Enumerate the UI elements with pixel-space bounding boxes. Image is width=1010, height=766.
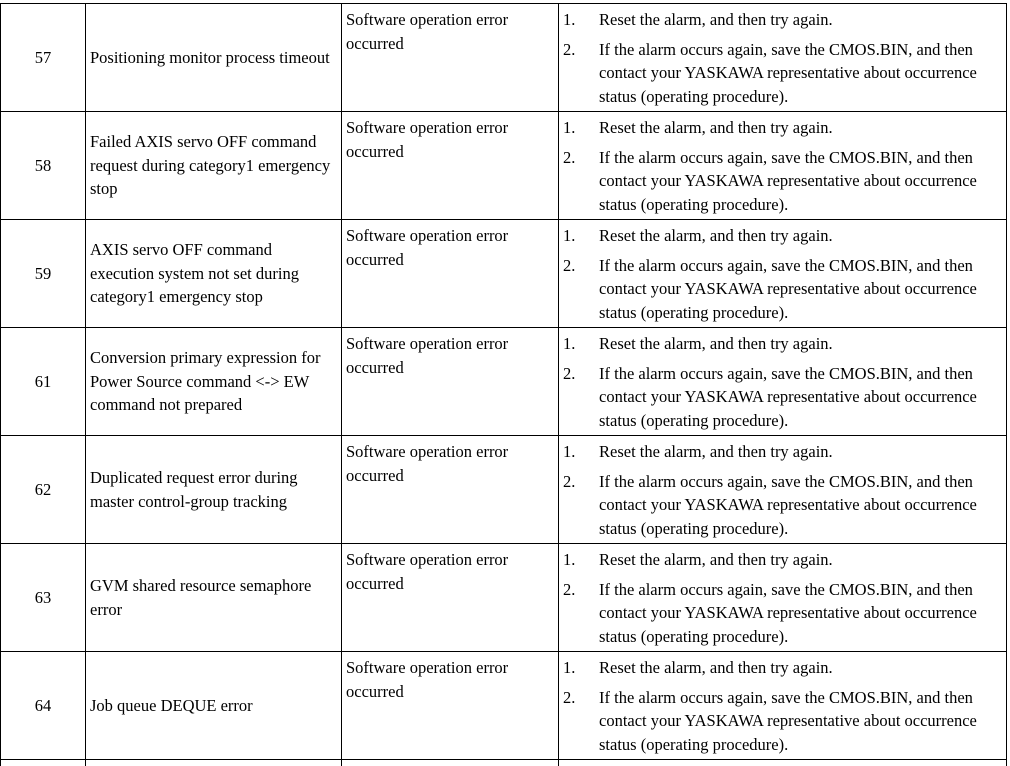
step-text: Reset the alarm, and then try again. bbox=[599, 442, 833, 461]
step-number: 1. bbox=[563, 10, 576, 29]
cause-text: Software operation error occurred bbox=[346, 226, 509, 269]
cause-text: Software operation error occurred bbox=[346, 442, 509, 485]
step-number: 1. bbox=[563, 550, 576, 569]
alarm-description-cell: Job queue DEQUE error bbox=[86, 652, 342, 760]
alarm-description-cell: Conversion primary expression for Power Source command <-> EW command not prepared bbox=[86, 328, 342, 436]
alarm-code-cell: 57 bbox=[1, 4, 86, 112]
table-cell bbox=[1, 760, 86, 766]
step-number: 1. bbox=[563, 442, 576, 461]
alarm-remedy-cell bbox=[559, 544, 1007, 652]
step-text: Reset the alarm, and then try again. bbox=[599, 334, 833, 353]
step-number: 1. bbox=[563, 226, 576, 245]
table-row bbox=[1, 328, 1007, 436]
alarm-remedy-cell bbox=[559, 652, 1007, 760]
alarm-code-cell: 62 bbox=[1, 436, 86, 544]
remedy-step bbox=[563, 440, 998, 464]
alarm-description-cell: AXIS servo OFF command execution system not set during category1 emergency stop bbox=[86, 220, 342, 328]
remedy-step bbox=[563, 38, 998, 109]
remedy-step bbox=[563, 224, 998, 248]
step-text: If the alarm occurs again, save the CMOS.BIN, and then contact your YASKAWA representative about occurrence status (operating procedure). bbox=[599, 147, 977, 214]
alarm-code-cell: 61 bbox=[1, 328, 86, 436]
table-row bbox=[1, 652, 1007, 760]
step-text: Reset the alarm, and then try again. bbox=[599, 550, 833, 569]
cause-text: Software operation error occurred bbox=[346, 118, 509, 161]
cause-text: Software operation error occurred bbox=[346, 334, 509, 377]
table-row-continuation bbox=[1, 760, 1007, 766]
alarm-code-cell: 63 bbox=[1, 544, 86, 652]
cause-text: Software operation error occurred bbox=[346, 550, 509, 593]
remedy-step bbox=[563, 686, 998, 757]
cause-text: Software operation error occurred bbox=[346, 658, 509, 701]
alarm-remedy-cell bbox=[559, 436, 1007, 544]
alarm-description-cell: GVM shared resource semaphore error bbox=[86, 544, 342, 652]
remedy-step bbox=[563, 254, 998, 325]
alarm-table-body bbox=[1, 4, 1007, 766]
alarm-code-cell: 64 bbox=[1, 652, 86, 760]
step-number: 2. bbox=[563, 147, 576, 167]
table-cell bbox=[342, 760, 559, 766]
alarm-code-cell: 58 bbox=[1, 112, 86, 220]
alarm-cause-cell bbox=[342, 112, 559, 220]
step-number: 2. bbox=[563, 255, 576, 275]
step-text: Reset the alarm, and then try again. bbox=[599, 118, 833, 137]
alarm-remedy-cell bbox=[559, 328, 1007, 436]
alarm-cause-cell bbox=[342, 652, 559, 760]
remedy-step bbox=[563, 116, 998, 140]
step-text: Reset the alarm, and then try again. bbox=[599, 658, 833, 677]
remedy-step bbox=[563, 332, 998, 356]
step-number: 2. bbox=[563, 39, 576, 59]
step-number: 2. bbox=[563, 471, 576, 491]
remedy-step bbox=[563, 578, 998, 649]
step-text: Reset the alarm, and then try again. bbox=[599, 226, 833, 245]
remedy-step bbox=[563, 656, 998, 680]
step-number: 1. bbox=[563, 334, 576, 353]
alarm-cause-cell bbox=[342, 544, 559, 652]
step-text: Reset the alarm, and then try again. bbox=[599, 10, 833, 29]
table-row bbox=[1, 544, 1007, 652]
step-text: If the alarm occurs again, save the CMOS.BIN, and then contact your YASKAWA representative about occurrence status (operating procedure). bbox=[599, 471, 977, 538]
alarm-remedy-cell bbox=[559, 4, 1007, 112]
alarm-code-cell: 59 bbox=[1, 220, 86, 328]
step-number: 2. bbox=[563, 579, 576, 599]
step-text: If the alarm occurs again, save the CMOS.BIN, and then contact your YASKAWA representative about occurrence status (operating procedure). bbox=[599, 39, 977, 106]
alarm-cause-cell bbox=[342, 436, 559, 544]
table-cell bbox=[559, 760, 1007, 766]
step-number: 1. bbox=[563, 658, 576, 677]
alarm-cause-cell bbox=[342, 328, 559, 436]
table-row bbox=[1, 4, 1007, 112]
step-text: If the alarm occurs again, save the CMOS.BIN, and then contact your YASKAWA representative about occurrence status (operating procedure). bbox=[599, 687, 977, 754]
alarm-cause-cell bbox=[342, 4, 559, 112]
step-text: If the alarm occurs again, save the CMOS.BIN, and then contact your YASKAWA representative about occurrence status (operating procedure). bbox=[599, 579, 977, 646]
alarm-description-cell: Duplicated request error during master control-group tracking bbox=[86, 436, 342, 544]
cause-text: Software operation error occurred bbox=[346, 10, 509, 53]
alarm-remedy-cell bbox=[559, 112, 1007, 220]
alarm-remedy-cell bbox=[559, 220, 1007, 328]
table-cell bbox=[86, 760, 342, 766]
table-row bbox=[1, 112, 1007, 220]
step-text: If the alarm occurs again, save the CMOS.BIN, and then contact your YASKAWA representative about occurrence status (operating procedure). bbox=[599, 363, 977, 430]
alarm-table bbox=[0, 3, 1007, 766]
table-row bbox=[1, 220, 1007, 328]
remedy-step bbox=[563, 548, 998, 572]
remedy-step bbox=[563, 8, 998, 32]
step-number: 1. bbox=[563, 118, 576, 137]
alarm-description-cell: Positioning monitor process timeout bbox=[86, 4, 342, 112]
table-row bbox=[1, 436, 1007, 544]
alarm-cause-cell bbox=[342, 220, 559, 328]
remedy-step bbox=[563, 146, 998, 217]
remedy-step bbox=[563, 362, 998, 433]
step-number: 2. bbox=[563, 363, 576, 383]
step-text: If the alarm occurs again, save the CMOS.BIN, and then contact your YASKAWA representative about occurrence status (operating procedure). bbox=[599, 255, 977, 322]
alarm-description-cell: Failed AXIS servo OFF command request during category1 emergency stop bbox=[86, 112, 342, 220]
remedy-step bbox=[563, 470, 998, 541]
step-number: 2. bbox=[563, 687, 576, 707]
